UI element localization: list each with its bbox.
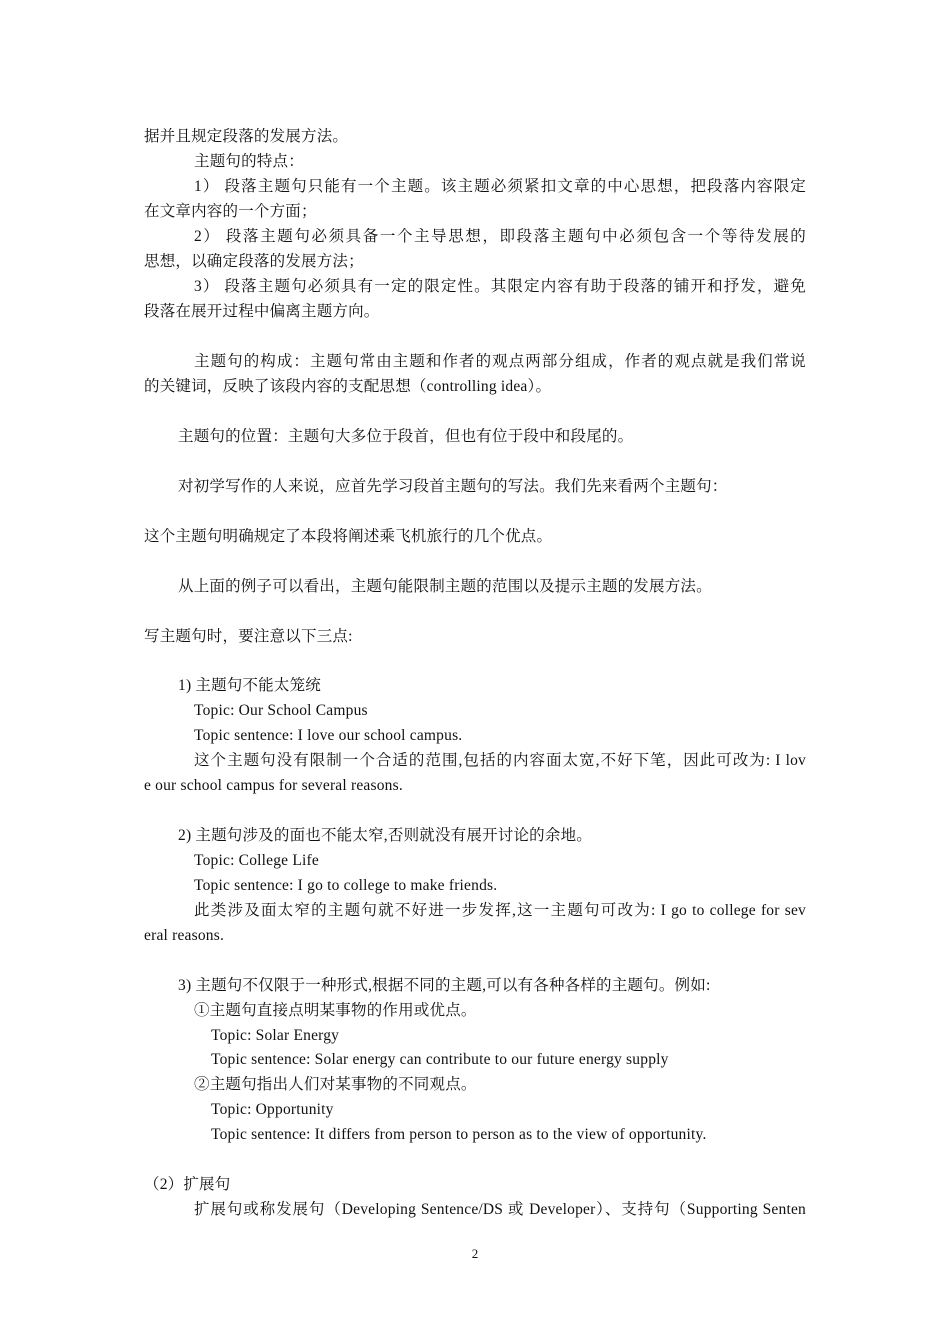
text-line: Topic: Opportunity <box>211 1101 334 1118</box>
text-line: Topic sentence: I go to college to make friends. <box>194 877 498 894</box>
text-line: 在文章内容的一个方面； <box>144 203 317 220</box>
text-line: 段落在展开过程中偏离主题方向。 <box>144 303 380 320</box>
text-line: eral reasons. <box>144 927 225 944</box>
text-line: 据并且规定段落的发展方法。 <box>144 128 349 145</box>
page-number: 2 <box>471 1246 479 1261</box>
text-line: Topic sentence: I love our school campus. <box>194 727 463 744</box>
text-line: 思想，以确定段落的发展方法； <box>144 253 364 270</box>
text-line: 主题句的特点： <box>194 153 304 170</box>
text-line: 2） 段落主题句必须具备一个主导思想，即段落主题句中必须包含一个等待发展的 <box>194 228 806 245</box>
text-line: 扩展句或称发展句（Developing Sentence/DS 或 Developer）、支持句（Supporting Senten <box>194 1201 806 1218</box>
text-line: 写主题句时，要注意以下三点: <box>144 628 353 645</box>
text-line: 这个主题句明确规定了本段将阐述乘飞机旅行的几个优点。 <box>144 528 553 545</box>
text-line: Topic: Solar Energy <box>211 1027 340 1044</box>
text-line: 此类涉及面太窄的主题句就不好进一步发挥,这一主题句可改为: I go to college for sev <box>194 902 806 919</box>
text-line: 主题句的位置：主题句大多位于段首，但也有位于段中和段尾的。 <box>178 428 634 445</box>
text-line: 3) 主题句不仅限于一种形式,根据不同的主题,可以有各种各样的主题句。例如: <box>178 977 711 994</box>
text-line: 2) 主题句涉及的面也不能太窄,否则就没有展开讨论的余地。 <box>178 827 592 844</box>
section-heading: （2）扩展句 <box>144 1176 231 1193</box>
text-line: ②主题句指出人们对某事物的不同观点。 <box>194 1076 477 1093</box>
text-line: Topic: Our School Campus <box>194 702 368 719</box>
text-line: 从上面的例子可以看出，主题句能限制主题的范围以及提示主题的发展方法。 <box>178 578 712 595</box>
text-line: 对初学写作的人来说，应首先学习段首主题句的写法。我们先来看两个主题句： <box>178 478 728 495</box>
text-line: 的关键词，反映了该段内容的支配思想（controlling idea）。 <box>144 378 552 395</box>
text-line: ①主题句直接点明某事物的作用或优点。 <box>194 1002 477 1019</box>
text-line: e our school campus for several reasons. <box>144 777 403 794</box>
text-line: 主题句的构成：主题句常由主题和作者的观点两部分组成，作者的观点就是我们常说 <box>194 353 806 370</box>
text-line: Topic sentence: It differs from person to person as to the view of opportunity. <box>211 1126 707 1143</box>
text-line: 3） 段落主题句必须具有一定的限定性。其限定内容有助于段落的铺开和抒发，避免 <box>194 278 806 295</box>
text-line: Topic sentence: Solar energy can contribute to our future energy supply <box>211 1051 669 1068</box>
text-line: 这个主题句没有限制一个合适的范围,包括的内容面太宽,不好下笔，因此可改为: I lov <box>194 752 806 769</box>
text-line: 1) 主题句不能太笼统 <box>178 677 321 694</box>
text-line: 1） 段落主题句只能有一个主题。该主题必须紧扣文章的中心思想，把段落内容限定 <box>194 178 806 195</box>
text-line: Topic: College Life <box>194 852 319 869</box>
